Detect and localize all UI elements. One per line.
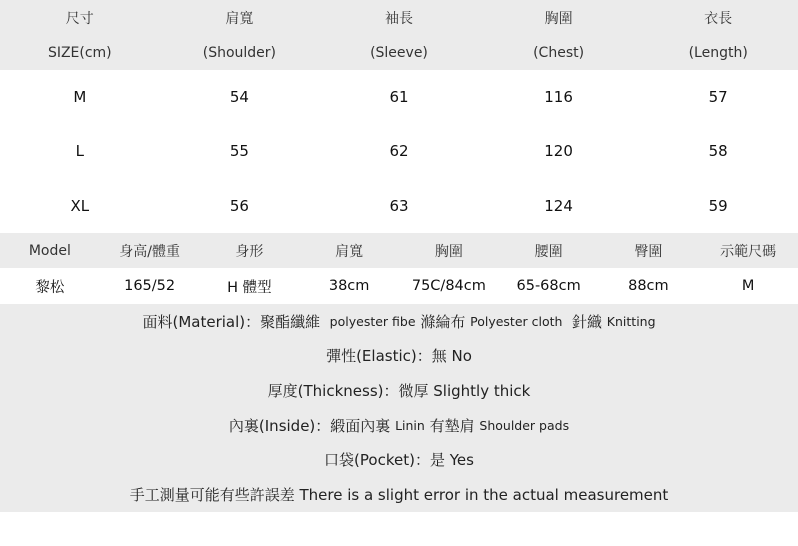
model-name: 黎松 [35,279,65,296]
sleeve-value: 62 [389,142,409,160]
material-zh-2: 滌綸布 [420,312,466,331]
material-line [0,304,798,339]
header-chest: 胸圍 [434,243,463,260]
model-height-weight: 165/52 [124,278,176,294]
size-label: L [75,142,84,160]
material-en-1: polyester fibe [329,313,416,329]
header-sleeve-en: (Sleeve) [370,44,428,61]
measurement-note: 手工測量可能有些許誤差 There is a slight error in the actual measurement [129,485,669,504]
header-size-zh: 尺寸 [65,10,94,27]
header-height-weight: 身高/體重 [119,243,180,260]
chest-value: 120 [544,142,573,160]
sleeve-value: 63 [389,197,409,215]
size-header-zh-row [0,0,798,35]
length-value: 58 [708,142,728,160]
model-hip: 88cm [628,278,669,294]
shoulder-value: 54 [229,88,249,106]
size-row-l [0,124,798,178]
model-body-shape: H 體型 [227,279,272,296]
inside-en-1: Linin [395,417,425,433]
inside-zh-2: 有墊肩 [429,416,475,435]
length-value: 59 [708,197,728,215]
size-label: M [73,88,87,106]
size-row-xl [0,179,798,233]
size-label: XL [70,197,90,215]
header-hip: 臀圍 [634,243,663,260]
shoulder-value: 56 [229,197,249,215]
material-label: 面料(Material)：聚酯纖維 [142,312,321,331]
size-table-header [0,0,798,70]
model-table-header [0,233,798,268]
header-length-en: (Length) [688,44,748,61]
header-sleeve-zh: 袖長 [384,10,413,27]
header-chest-en: (Chest) [533,44,585,61]
thickness-line: 厚度(Thickness)：微厚 Slightly thick [267,381,531,400]
size-row-m [0,70,798,124]
header-waist: 腰圍 [534,243,563,260]
model-waist: 65-68cm [516,278,581,294]
model-chest: 75C/84cm [411,278,486,294]
header-shoulder-en: (Shoulder) [202,44,277,61]
size-header-en-row [0,35,798,70]
product-info-block [0,304,798,512]
header-body-shape: 身形 [235,243,264,260]
length-value: 57 [708,88,728,106]
model-sample-size: M [741,278,755,294]
model-shoulder: 38cm [328,278,370,294]
material-en-3: Knitting [606,313,656,329]
header-chest-zh: 胸圍 [544,10,573,27]
material-en-2: Polyester cloth [470,313,563,329]
model-table-values [0,268,798,304]
inside-label: 內裏(Inside)：緞面內裏 [228,416,391,435]
header-model: Model [28,242,71,259]
inside-line [0,408,798,443]
chest-value: 124 [544,197,573,215]
sleeve-value: 61 [389,88,409,106]
header-shoulder: 肩寬 [335,243,364,260]
header-shoulder-zh: 肩寬 [225,10,254,27]
chest-value: 116 [544,88,573,106]
pocket-line: 口袋(Pocket)：是 Yes [324,451,474,470]
material-zh-3: 針織 [572,312,603,331]
inside-en-2: Shoulder pads [479,417,570,433]
header-size-en: SIZE(cm) [47,44,112,61]
header-length-zh: 衣長 [704,10,733,27]
shoulder-value: 55 [229,142,249,160]
header-sample-size: 示範尺碼 [720,243,777,260]
elastic-line: 彈性(Elastic)：無 No [326,347,472,366]
